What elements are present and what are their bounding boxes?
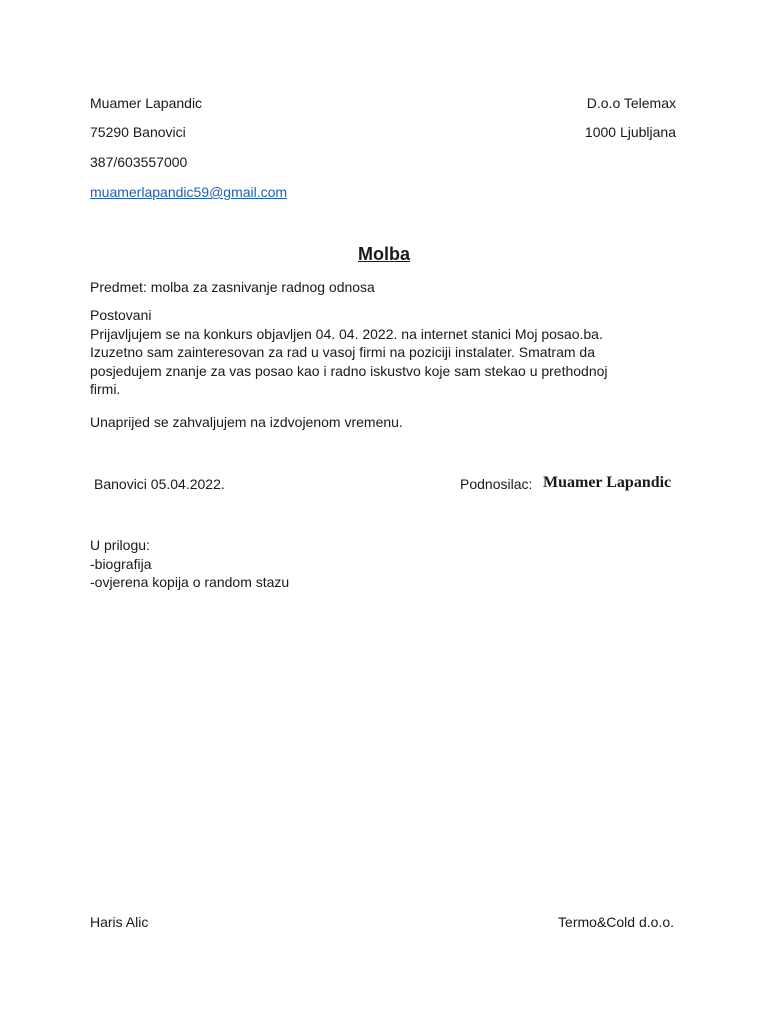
attachments-heading: U prilogu: <box>90 537 150 553</box>
subject-line: Predmet: molba za zasnivanje radnog odnosa <box>90 279 375 295</box>
place-date: Banovici 05.04.2022. <box>94 476 225 492</box>
attachments-block <box>90 536 289 592</box>
applicant-signature: Muamer Lapandic <box>543 474 672 491</box>
applicant-label: Podnosilac: <box>460 476 533 492</box>
sender-name: Muamer Lapandic <box>90 95 203 111</box>
recipient-city: 1000 Ljubljana <box>584 124 676 140</box>
sender-phone: 387/603557000 <box>90 154 188 170</box>
body-line: Izuzetno sam zainteresovan za rad u vasoj firmi na poziciji instalater. Smatram da <box>90 344 596 360</box>
body-line: firmi. <box>90 381 121 397</box>
attachment-item: -ovjerena kopija o random stazu <box>90 574 290 590</box>
recipient-company: D.o.o Telemax <box>586 95 676 111</box>
attachment-item: -biografija <box>90 555 152 572</box>
footer-right: Termo&Cold d.o.o. <box>558 914 674 930</box>
sender-email-link[interactable]: muamerlapandic59@gmail.com <box>90 184 288 200</box>
footer-left: Haris Alic <box>90 914 149 930</box>
body-line: Prijavljujem se na konkurs objavljen 04. 04. 2022. na internet stanici Moj posao.ba. <box>90 325 603 342</box>
document-title: Molba <box>358 244 410 264</box>
closing-line: Unaprijed se zahvaljujem na izdvojenom vremenu. <box>90 414 403 430</box>
sender-address: 75290 Banovici <box>90 124 186 140</box>
body-line: posjedujem znanje za vas posao kao i radno iskustvo koje sam stekao u prethodnoj <box>90 362 608 379</box>
letter-body <box>90 306 670 399</box>
greeting: Postovani <box>90 307 152 323</box>
